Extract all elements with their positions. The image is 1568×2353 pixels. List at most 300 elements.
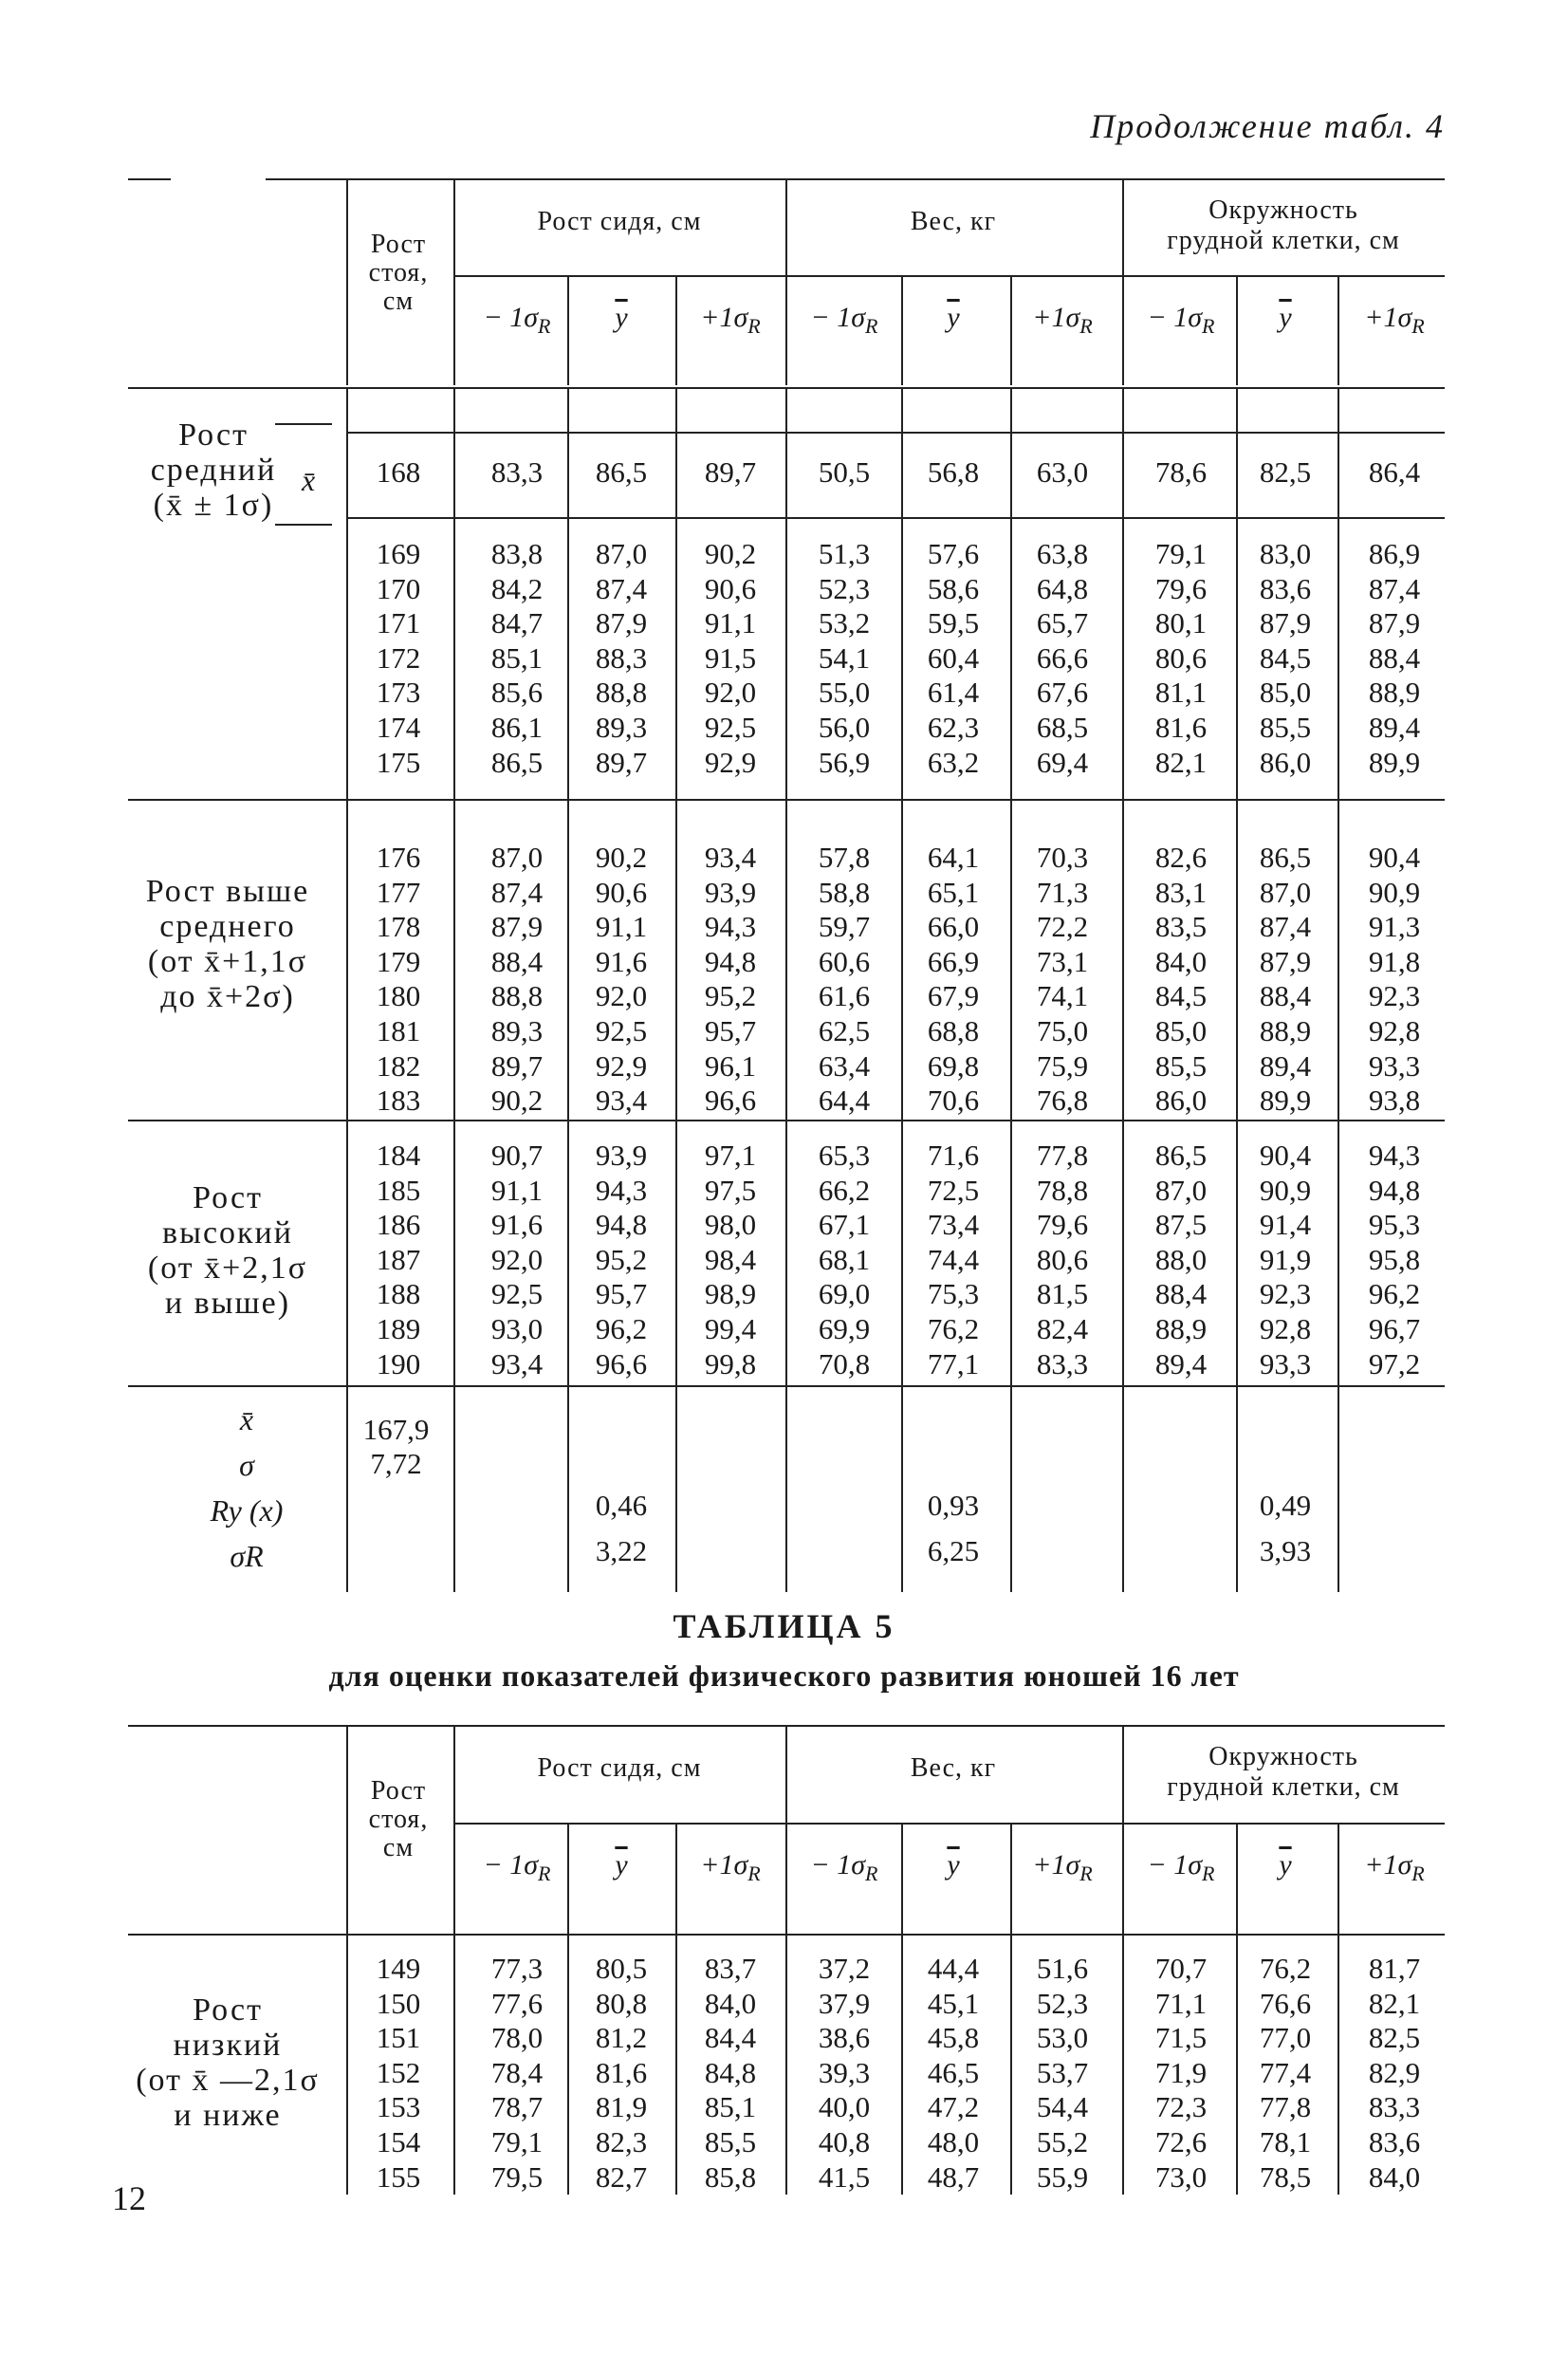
t4-g3-cell: 98,4 — [704, 1242, 757, 1276]
table-4-stat-label: σR — [230, 1539, 264, 1573]
t4-g1-cell: 69,4 — [1036, 745, 1089, 779]
t5-g1-cell: 85,5 — [704, 2125, 757, 2158]
t4-g1-cell: 82,1 — [1154, 745, 1208, 779]
t4-header-subrule — [453, 275, 1445, 277]
t4-subheader-divider — [1236, 275, 1238, 385]
t5-g1-cell: 71,5 — [1154, 2021, 1208, 2055]
t4-g3-cell: 184 — [376, 1139, 421, 1172]
t5-subheader-plus-sigma — [1010, 1849, 1115, 1886]
t5-header-divider — [346, 1725, 348, 1934]
t4-g1-cell: 81,6 — [1154, 711, 1208, 744]
t4-g2-cell: 83,5 — [1154, 910, 1208, 944]
t5-g1-cell: 45,1 — [927, 1986, 980, 2020]
t5-g1-cell: 83,7 — [704, 1952, 757, 1985]
t4-g1-cell: 54,1 — [818, 640, 871, 675]
t4-g1-cell: 87,4 — [595, 571, 648, 605]
table-4-column-divider — [453, 387, 455, 1592]
t4-g2-cell: 89,7 — [490, 1048, 544, 1083]
t5-g1-cell: 40,0 — [818, 2090, 871, 2124]
t4-g3-cell: 73,4 — [927, 1208, 980, 1242]
t4-g3-cell: 74,4 — [927, 1242, 980, 1276]
t4-g3-cell: 188 — [376, 1277, 421, 1311]
t5-header-chest: Окружность грудной клетки, см — [1167, 1742, 1400, 1802]
t4-g1-cell: 52,3 — [818, 571, 871, 605]
t5-g1-cell: 85,8 — [704, 2159, 757, 2194]
subheader-symbol: +1σ — [700, 302, 748, 333]
t4-g1-cell: 87,9 — [595, 606, 648, 640]
subheader-symbol: − 1σ — [1147, 1849, 1203, 1881]
t4-g2-cell: 68,8 — [927, 1014, 980, 1047]
table-5-column-divider — [1337, 1934, 1339, 2195]
subheader-symbol: +1σ — [1364, 302, 1412, 333]
t4-g1-cell: 67,6 — [1036, 676, 1089, 710]
t4-g1-cell: 61,4 — [927, 676, 980, 710]
t5-header-sitting: Рост сидя, см — [537, 1753, 702, 1783]
t4-g3-cell: 68,1 — [818, 1242, 871, 1276]
t4-g1-cell: 83,0 — [1259, 537, 1312, 570]
t4-subheader-minus-sigma — [1129, 302, 1233, 339]
t4-g2-cell: 91,8 — [1368, 944, 1421, 978]
t4-header-divider — [785, 178, 787, 385]
t5-header-subrule — [453, 1823, 1445, 1825]
t4-g2-cell: 92,5 — [595, 1014, 648, 1047]
t4-subheader-plus-sigma — [1342, 302, 1447, 339]
subheader-symbol: $\overline{y}$ — [1279, 1849, 1292, 1881]
t4-g2-cell: 90,9 — [1368, 875, 1421, 909]
t4-g3-cell: 96,6 — [595, 1346, 648, 1380]
t4-g1-cell: 60,4 — [927, 640, 980, 675]
t4-g2-cell: 93,8 — [1368, 1084, 1421, 1118]
t4-g2-cell: 70,3 — [1036, 841, 1089, 874]
t4-g1-cell: 68,5 — [1036, 711, 1089, 744]
t5-g1-cell: 82,3 — [595, 2125, 648, 2158]
t4-g2-cell: 91,6 — [595, 944, 648, 978]
t4-g3-cell: 87,0 — [1154, 1173, 1208, 1207]
t4-g1-cell: 171 — [376, 606, 421, 640]
t4-g2-cell: 83,1 — [1154, 875, 1208, 909]
t5-g1-cell: 80,5 — [595, 1952, 648, 1985]
t5-g1-cell: 48,7 — [927, 2159, 980, 2194]
t5-g1-cell: 83,6 — [1368, 2125, 1421, 2158]
t4-subheader-divider — [1010, 275, 1012, 385]
table-4-stat-sigmaR-chest: 3,93 — [1259, 1534, 1312, 1567]
t4-g1-cell: 55,0 — [818, 676, 871, 710]
table-4-column-divider — [675, 387, 677, 1592]
t4-g2-cell: 92,8 — [1368, 1014, 1421, 1047]
t4-g2-cell: 66,0 — [927, 910, 980, 944]
t5-subheader-divider — [567, 1823, 569, 1934]
t4-g2-cell: 87,9 — [1259, 944, 1312, 978]
subheader-symbol: − 1σ — [1147, 302, 1203, 333]
t4-g1-cell: 90,6 — [704, 571, 757, 605]
t4-g2-cell: 182 — [376, 1048, 421, 1083]
t5-g1-cell: 44,4 — [927, 1952, 980, 1985]
table-4-column-divider — [785, 387, 787, 1592]
t4-g2-cell: 63,4 — [818, 1048, 871, 1083]
t4-g2-cell: 183 — [376, 1084, 421, 1118]
t4-g1-cell: 83,8 — [490, 537, 544, 570]
t5-subheader-divider — [1010, 1823, 1012, 1934]
t4-header-divider — [1122, 178, 1124, 385]
t4-g3-cell: 69,9 — [818, 1312, 871, 1345]
t4-g3-cell: 76,2 — [927, 1312, 980, 1345]
table-4-bracket-line — [275, 423, 332, 425]
t4-g3-cell: 94,3 — [595, 1173, 648, 1207]
t5-g1-cell: 46,5 — [927, 2055, 980, 2089]
t4-g2-cell: 70,6 — [927, 1084, 980, 1118]
table-4-stat-label: x̄ — [239, 1402, 254, 1436]
t4-g2-cell: 88,4 — [490, 944, 544, 978]
t5-g1-cell: 77,6 — [490, 1986, 544, 2020]
t4-subheader-divider — [901, 275, 903, 385]
t4-g2-cell: 91,1 — [595, 910, 648, 944]
subheader-symbol: +1σ — [1364, 1849, 1412, 1881]
t4-g2-cell: 95,7 — [704, 1014, 757, 1047]
t4-g3-cell: 70,8 — [818, 1346, 871, 1380]
t5-subheader-y — [569, 1849, 673, 1881]
t5-g1-cell: 152 — [376, 2055, 421, 2089]
t5-g1-cell: 78,5 — [1259, 2159, 1312, 2194]
t5-g1-cell: 153 — [376, 2090, 421, 2124]
subheader-symbol: − 1σ — [483, 302, 539, 333]
t4-g3-cell: 91,6 — [490, 1208, 544, 1242]
t4-g1-cell: 81,1 — [1154, 676, 1208, 710]
t4-g3-cell: 81,5 — [1036, 1277, 1089, 1311]
t4-mean-cell: 89,7 — [704, 455, 757, 489]
t4-g1-cell: 173 — [376, 676, 421, 710]
t5-subheader-minus-sigma — [465, 1849, 569, 1886]
t4-g3-cell: 90,9 — [1259, 1173, 1312, 1207]
subheader-subscript: R — [1079, 1862, 1093, 1885]
subheader-symbol: +1σ — [1032, 302, 1080, 333]
t4-g1-cell: 65,7 — [1036, 606, 1089, 640]
table-4-top-rule-left — [128, 178, 171, 180]
t4-g1-cell: 88,3 — [595, 640, 648, 675]
t4-g1-cell: 88,9 — [1368, 676, 1421, 710]
t4-g1-cell: 85,6 — [490, 676, 544, 710]
subheader-symbol: +1σ — [700, 1849, 748, 1881]
subheader-subscript: R — [538, 314, 551, 338]
t4-g2-cell: 69,8 — [927, 1048, 980, 1083]
t5-g1-cell: 72,6 — [1154, 2125, 1208, 2158]
t4-mean-cell: 50,5 — [818, 455, 871, 489]
table-4-column-divider — [346, 387, 348, 1592]
t4-g3-cell: 98,0 — [704, 1208, 757, 1242]
t4-g2-cell: 76,8 — [1036, 1084, 1089, 1118]
t5-g1-cell: 45,8 — [927, 2021, 980, 2055]
t5-g1-cell: 78,7 — [490, 2090, 544, 2124]
t4-g3-cell: 95,3 — [1368, 1208, 1421, 1242]
t4-g2-cell: 95,2 — [704, 979, 757, 1013]
t5-g1-cell: 82,7 — [595, 2159, 648, 2194]
t4-g2-cell: 61,6 — [818, 979, 871, 1013]
t4-g2-cell: 178 — [376, 910, 421, 944]
t4-g3-cell: 96,2 — [595, 1312, 648, 1345]
t4-g3-cell: 95,8 — [1368, 1242, 1421, 1276]
t4-header-chest: Окружность грудной клетки, см — [1167, 195, 1400, 255]
t5-header-stand-height: Рост стоя, см — [368, 1776, 429, 1862]
t4-g3-cell: 88,4 — [1154, 1277, 1208, 1311]
t4-subheader-y — [569, 302, 673, 334]
t4-g3-cell: 185 — [376, 1173, 421, 1207]
t5-g1-cell: 37,2 — [818, 1952, 871, 1985]
t4-g2-cell: 93,9 — [704, 875, 757, 909]
t4-g3-cell: 97,5 — [704, 1173, 757, 1207]
t4-g1-cell: 51,3 — [818, 537, 871, 570]
t5-subheader-divider — [1236, 1823, 1238, 1934]
t4-g2-cell: 94,3 — [704, 910, 757, 944]
t4-g3-cell: 79,6 — [1036, 1208, 1089, 1242]
t4-g2-cell: 87,4 — [490, 875, 544, 909]
t4-g2-cell: 89,3 — [490, 1014, 544, 1047]
t4-g3-cell: 65,3 — [818, 1139, 871, 1172]
t4-header-weight: Вес, кг — [910, 207, 997, 236]
t4-g3-cell: 92,8 — [1259, 1312, 1312, 1345]
table-4-mean-row-top — [346, 432, 1445, 434]
table-4-stat-sigmaR-weight: 6,25 — [927, 1534, 980, 1567]
t4-g3-cell: 88,9 — [1154, 1312, 1208, 1345]
t4-g3-cell: 83,3 — [1036, 1346, 1089, 1380]
t5-g1-cell: 85,1 — [704, 2090, 757, 2124]
t4-g3-cell: 87,5 — [1154, 1208, 1208, 1242]
subheader-subscript: R — [865, 314, 878, 338]
t4-g1-cell: 87,0 — [595, 537, 648, 570]
t4-g3-cell: 78,8 — [1036, 1173, 1089, 1207]
t4-g3-cell: 67,1 — [818, 1208, 871, 1242]
t4-g3-cell: 97,2 — [1368, 1346, 1421, 1380]
t4-g2-cell: 74,1 — [1036, 979, 1089, 1013]
t4-g2-cell: 93,4 — [704, 841, 757, 874]
t4-g2-cell: 66,9 — [927, 944, 980, 978]
t4-header-divider — [346, 178, 348, 385]
t4-g3-cell: 94,8 — [1368, 1173, 1421, 1207]
t4-g1-cell: 89,3 — [595, 711, 648, 744]
t4-g2-cell: 73,1 — [1036, 944, 1089, 978]
t4-g3-cell: 94,3 — [1368, 1139, 1421, 1172]
t4-g1-cell: 89,4 — [1368, 711, 1421, 744]
t4-g3-cell: 99,8 — [704, 1346, 757, 1380]
t5-g1-cell: 150 — [376, 1986, 421, 2020]
t4-g3-cell: 93,4 — [490, 1346, 544, 1380]
t4-g1-cell: 56,0 — [818, 711, 871, 744]
t5-g1-cell: 79,5 — [490, 2159, 544, 2194]
t5-g1-cell: 71,1 — [1154, 1986, 1208, 2020]
t4-g3-cell: 91,9 — [1259, 1242, 1312, 1276]
t4-g1-cell: 86,5 — [490, 745, 544, 779]
t4-g1-cell: 174 — [376, 711, 421, 744]
t4-g1-cell: 80,6 — [1154, 640, 1208, 675]
t5-g1-cell: 78,4 — [490, 2055, 544, 2089]
t4-subheader-divider — [1337, 275, 1339, 385]
t5-g1-cell: 77,3 — [490, 1952, 544, 1985]
table-4-column-divider — [1337, 387, 1339, 1592]
subheader-subscript: R — [747, 1862, 761, 1885]
t4-g3-cell: 77,8 — [1036, 1139, 1089, 1172]
table-5-column-divider — [1122, 1934, 1124, 2195]
t4-g2-cell: 91,3 — [1368, 910, 1421, 944]
t5-g1-cell: 54,4 — [1036, 2090, 1089, 2124]
table-4-stat-label: Ry (x) — [210, 1493, 284, 1528]
t4-g3-cell: 94,8 — [595, 1208, 648, 1242]
table-4-group-tall-label: Рост высокий (от x̄+2,1σ и выше) — [147, 1180, 308, 1321]
table-5-column-divider — [901, 1934, 903, 2195]
t4-g1-cell: 87,9 — [1259, 606, 1312, 640]
subheader-subscript: R — [1079, 314, 1093, 338]
t5-subheader-divider — [1337, 1823, 1339, 1934]
t5-g1-cell: 81,2 — [595, 2021, 648, 2055]
t5-g1-cell: 84,8 — [704, 2055, 757, 2089]
t4-g1-cell: 86,0 — [1259, 745, 1312, 779]
table-4-column-divider — [1236, 387, 1238, 1592]
t4-g3-cell: 72,5 — [927, 1173, 980, 1207]
t4-g3-cell: 96,7 — [1368, 1312, 1421, 1345]
table-4-stat-R-sitting: 0,46 — [595, 1489, 648, 1522]
t4-g2-cell: 86,5 — [1259, 841, 1312, 874]
t4-g1-cell: 87,4 — [1368, 571, 1421, 605]
t5-g1-cell: 39,3 — [818, 2055, 871, 2089]
t5-g1-cell: 72,3 — [1154, 2090, 1208, 2124]
t4-g1-cell: 85,5 — [1259, 711, 1312, 744]
t4-g1-cell: 170 — [376, 571, 421, 605]
t4-g1-cell: 58,6 — [927, 571, 980, 605]
t5-header-divider — [453, 1725, 455, 1934]
t4-g3-cell: 187 — [376, 1242, 421, 1276]
t4-g1-cell: 56,9 — [818, 745, 871, 779]
t4-g2-cell: 93,3 — [1368, 1048, 1421, 1083]
t4-g2-cell: 88,4 — [1259, 979, 1312, 1013]
t4-g3-cell: 91,1 — [490, 1173, 544, 1207]
table-5-title: ТАБЛИЦА 5 — [673, 1607, 895, 1645]
t5-g1-cell: 37,9 — [818, 1986, 871, 2020]
t4-g3-cell: 91,4 — [1259, 1208, 1312, 1242]
t4-mean-cell: 82,5 — [1259, 455, 1312, 489]
t4-g2-cell: 176 — [376, 841, 421, 874]
t5-g1-cell: 81,6 — [595, 2055, 648, 2089]
t5-subheader-plus-sigma — [1342, 1849, 1447, 1886]
t4-g2-cell: 92,9 — [595, 1048, 648, 1083]
t5-g1-cell: 73,0 — [1154, 2159, 1208, 2194]
t4-g2-cell: 179 — [376, 944, 421, 978]
t4-g2-cell: 87,9 — [490, 910, 544, 944]
t4-g3-cell: 75,3 — [927, 1277, 980, 1311]
t5-subheader-y — [1233, 1849, 1337, 1881]
t4-header-sitting: Рост сидя, см — [537, 207, 702, 236]
t4-g2-cell: 96,1 — [704, 1048, 757, 1083]
t5-g1-cell: 84,0 — [704, 1986, 757, 2020]
t5-g1-cell: 151 — [376, 2021, 421, 2055]
t5-g1-cell: 40,8 — [818, 2125, 871, 2158]
t5-g1-cell: 55,9 — [1036, 2159, 1089, 2194]
t5-g1-cell: 81,7 — [1368, 1952, 1421, 1985]
table-4-column-divider — [1010, 387, 1012, 1592]
t4-g3-cell: 86,5 — [1154, 1139, 1208, 1172]
t4-g2-cell: 60,6 — [818, 944, 871, 978]
t4-g3-cell: 77,1 — [927, 1346, 980, 1380]
t4-subheader-divider — [675, 275, 677, 385]
t4-g1-cell: 88,8 — [595, 676, 648, 710]
t5-g1-cell: 82,1 — [1368, 1986, 1421, 2020]
table-4-mean-row-bottom — [346, 517, 1445, 519]
t5-header-divider — [1122, 1725, 1124, 1934]
t4-g3-cell: 96,2 — [1368, 1277, 1421, 1311]
t4-g3-cell: 82,4 — [1036, 1312, 1089, 1345]
t4-g1-cell: 63,8 — [1036, 537, 1089, 570]
t4-g1-cell: 87,9 — [1368, 606, 1421, 640]
table-5-column-divider — [1010, 1934, 1012, 2195]
t4-g2-cell: 90,4 — [1368, 841, 1421, 874]
t4-g2-cell: 177 — [376, 875, 421, 909]
subheader-symbol: $\overline{y}$ — [947, 302, 960, 333]
table-4-stat-R-chest: 0,49 — [1259, 1489, 1312, 1522]
t5-g1-cell: 47,2 — [927, 2090, 980, 2124]
subheader-subscript: R — [865, 1862, 878, 1885]
t4-g2-cell: 84,0 — [1154, 944, 1208, 978]
t4-header-stand-height: Рост стоя, см — [368, 230, 429, 316]
t5-g1-cell: 41,5 — [818, 2159, 871, 2194]
t4-g2-cell: 65,1 — [927, 875, 980, 909]
t5-g1-cell: 149 — [376, 1952, 421, 1985]
t5-g1-cell: 81,9 — [595, 2090, 648, 2124]
t4-g2-cell: 82,6 — [1154, 841, 1208, 874]
t4-g2-cell: 90,2 — [490, 1084, 544, 1118]
table-5-column-divider — [785, 1934, 787, 2195]
t4-g3-cell: 90,7 — [490, 1139, 544, 1172]
t4-g2-cell: 84,5 — [1154, 979, 1208, 1013]
subheader-symbol: − 1σ — [810, 302, 866, 333]
t5-g1-cell: 80,8 — [595, 1986, 648, 2020]
t4-g1-cell: 59,5 — [927, 606, 980, 640]
t5-g1-cell: 70,7 — [1154, 1952, 1208, 1985]
t5-header-weight: Вес, кг — [910, 1753, 997, 1783]
t5-g1-cell: 154 — [376, 2125, 421, 2158]
t4-g3-cell: 190 — [376, 1346, 421, 1380]
t4-g3-cell: 93,0 — [490, 1312, 544, 1345]
t4-g2-cell: 88,8 — [490, 979, 544, 1013]
t4-subheader-minus-sigma — [465, 302, 569, 339]
t5-g1-cell: 82,5 — [1368, 2021, 1421, 2055]
t4-mean-cell: 78,6 — [1154, 455, 1208, 489]
t5-g1-cell: 55,2 — [1036, 2125, 1089, 2158]
table-5-subtitle: для оценки показателей физического развития юношей 16 лет — [328, 1658, 1240, 1693]
subheader-subscript: R — [1411, 314, 1425, 338]
t4-g1-cell: 86,1 — [490, 711, 544, 744]
t4-g2-cell: 57,8 — [818, 841, 871, 874]
t4-header-divider — [453, 178, 455, 385]
table-4-stat-R-weight: 0,93 — [927, 1489, 980, 1522]
subheader-subscript: R — [1411, 1862, 1425, 1885]
t4-g1-cell: 63,2 — [927, 745, 980, 779]
t4-g2-cell: 58,8 — [818, 875, 871, 909]
subheader-subscript: R — [1202, 1862, 1215, 1885]
t4-g2-cell: 85,0 — [1154, 1014, 1208, 1047]
subheader-symbol: +1σ — [1032, 1849, 1080, 1881]
t4-g2-cell: 87,0 — [1259, 875, 1312, 909]
t5-g1-cell: 77,4 — [1259, 2055, 1312, 2089]
t4-g1-cell: 89,7 — [595, 745, 648, 779]
t4-g1-cell: 90,2 — [704, 537, 757, 570]
t4-g1-cell: 91,5 — [704, 640, 757, 675]
t5-g1-cell: 71,9 — [1154, 2055, 1208, 2089]
t4-g2-cell: 89,9 — [1259, 1084, 1312, 1118]
table-4-column-divider — [901, 387, 903, 1592]
t4-g1-cell: 62,3 — [927, 711, 980, 744]
t5-subheader-minus-sigma — [792, 1849, 896, 1886]
t5-g1-cell: 78,1 — [1259, 2125, 1312, 2158]
table-4-xbar-mark: x̄ — [302, 463, 316, 497]
t4-g3-cell: 186 — [376, 1208, 421, 1242]
t4-g1-cell: 64,8 — [1036, 571, 1089, 605]
t5-g1-cell: 48,0 — [927, 2125, 980, 2158]
